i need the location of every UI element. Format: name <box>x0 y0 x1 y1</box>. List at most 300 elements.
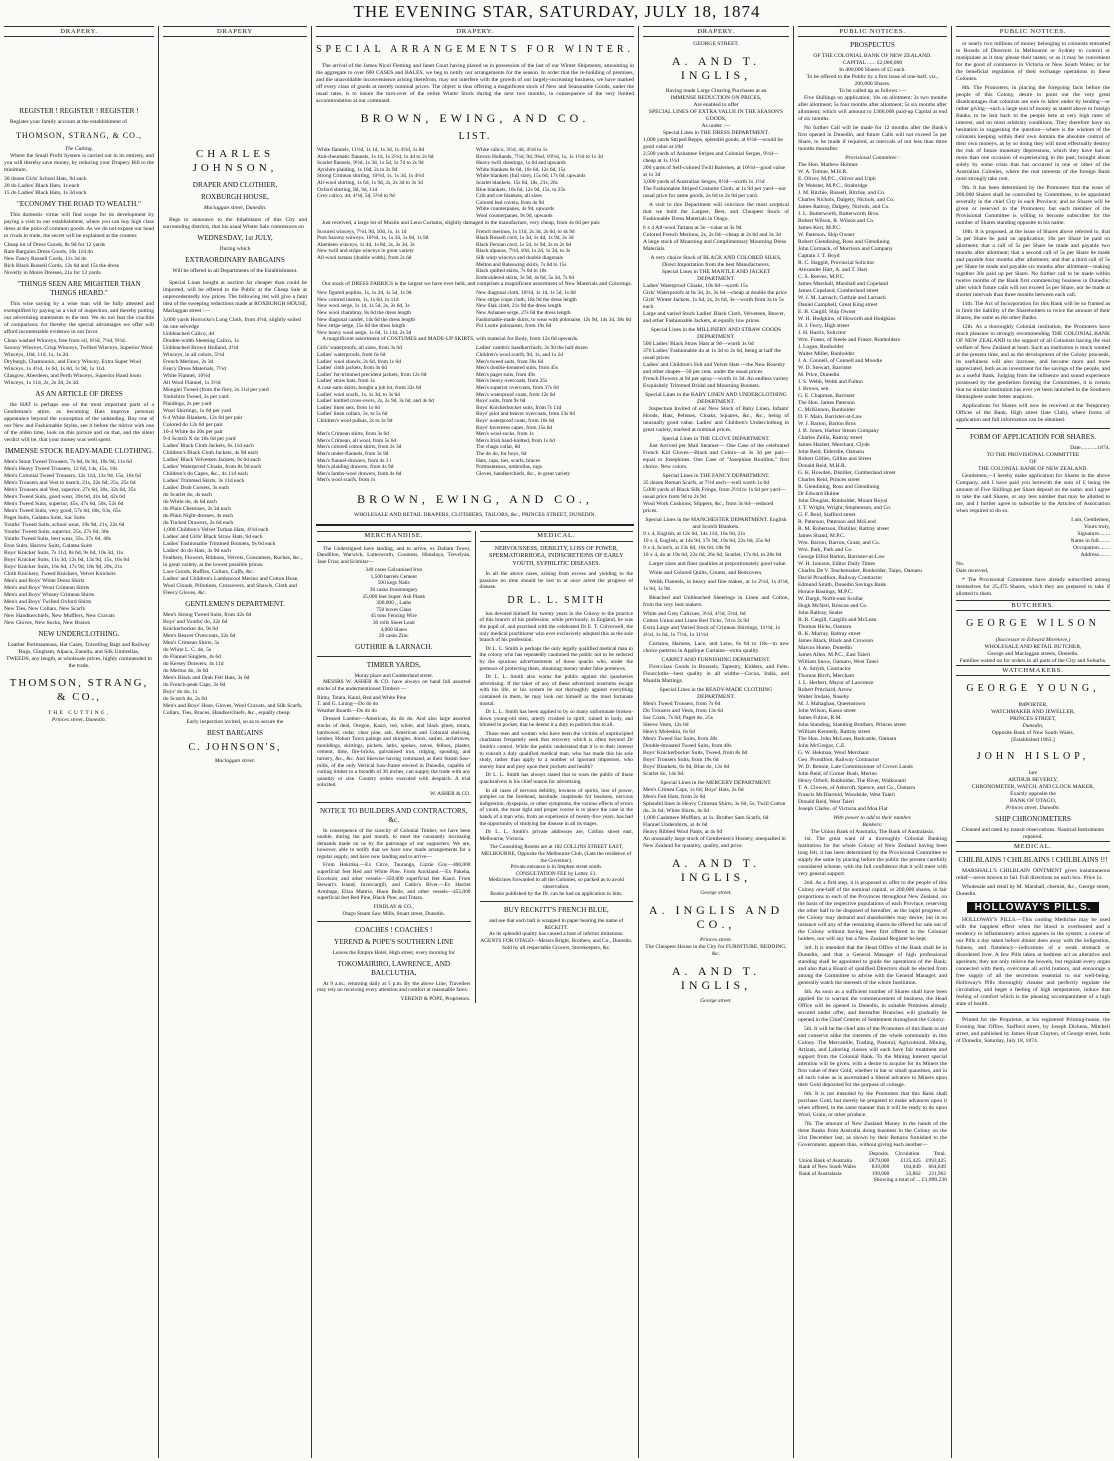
para-d: 10th. It is proposed, at the issue of Shares above referred to, that 5s per Share be paid on application; 10s per Share be paid on allotment; that a call of 5s per Share be made and payable two months after allotment; that a second call of 5s per Share be made and payable four months after allotment; and that a third call of 5s per Share be made and payable six months after allotment—making together 30s paid up per Share. No further call to be made within twelve months of the Bank first commencing business in Dunedin; after which future calls will not exceed 5s per Share, nor be made at shorter intervals than three months between each call. <box>956 229 1110 298</box>
list-line: Men's plaiding drawers, from 4s 9d <box>317 464 394 471</box>
list-line: Children's wool scarfs, 9d, 1s, and 1s 2d <box>476 352 563 359</box>
mercery-title: Special Lines in the MERCERY DEPARTMENT. <box>660 780 772 786</box>
list-line: 200 yards of Self-colored Twill Balernes, at 10½d—good value at 1s 3d <box>643 165 786 178</box>
list-line: Horace Bastings, M.P.C. <box>798 589 854 595</box>
list-right <box>475 345 634 431</box>
footer-street: Maclaggan street. <box>214 758 256 764</box>
called: To be called up as follows :— <box>838 88 907 94</box>
list-right <box>475 290 634 336</box>
merch-heading: MERCHANDISE. <box>317 531 471 542</box>
list-line: Men's double-breasted suits, from 45s <box>476 365 558 372</box>
list-line: Walter Iredale, Naseby <box>798 694 850 700</box>
list-line: Men's heavy overcoats, from 25s <box>476 378 548 385</box>
list-line: Address........ <box>1080 552 1110 558</box>
list-line: Splendid lines in Heavy Crimean Shirts, 3s 6d, 5s; Twill Cotton do, 2s 6d; White Shirts, 4s 6d <box>643 801 786 814</box>
list-line: Thomas Hicks, Oamaru <box>798 624 852 630</box>
list-line: Men's Crimean Shirts, 5s <box>163 640 220 646</box>
list-line: do Scarlet do, 4s each <box>163 492 212 498</box>
list-line: James Copeland, Cumberland street <box>798 288 879 294</box>
list-line: Ladies' cloth jackets, from 4s 6d <box>317 365 387 372</box>
list-line: Men's Tweed Suits, very good, 57s 6d, 60s, 63s, 65s <box>4 508 121 514</box>
list-line: New figured poplins, 1s, 1s 2d, 1s 5d, 1s 9d <box>317 290 412 297</box>
things-text: This wise saying by a wise man will be fully attested and exemplified by paying us a visit of inspection, and thereby putting our advertising statements to the test. We do not fear the crucible of comparison; for thereby the special advantages we offer will afford incontestable evidence in our favor. <box>4 301 154 335</box>
list-line: Colored do 12s 6d per pair <box>163 422 223 428</box>
list-line: John Reid, Elderslie, Oamaru <box>798 449 865 455</box>
list-line: Glasgow, Aberdeen, and Perth Winceys, Superior Hand loom Winceys, 1s 11d, 2s, 2s 2d, 2s 3d. <box>4 373 141 386</box>
merch-items <box>317 567 471 640</box>
list-line: Scarlet do, 14s 6d. <box>643 771 685 777</box>
list-line: Winceys, in all colors, 5½d <box>163 352 225 358</box>
list-title: LIST. <box>458 131 492 142</box>
coaches-destinations: TOKOMAIRIRO, LAWRENCE, AND BALCLUTHA, <box>337 959 451 977</box>
list-line: James Rattray, Dalgety, Nichols, and Co. <box>798 204 890 210</box>
list-line: Novelty in Moire Dresses, 21s for 12 yards <box>4 270 101 276</box>
list-line: Yorkshire Tweed, 2s per yard <box>163 394 229 400</box>
printed-by: Printed for the Proprietor, at his registered Printing-house, the Evening Star Office, Stafford street, by Joseph Dickens, Mitchell street, and published by James Hyatt Clayton, of George street, both of Dunedin, Saturday, July 18, 1874. <box>956 1017 1110 1044</box>
list-line: R. R. Cargill, Cargills and McLean <box>798 617 877 623</box>
table-header: Deposits. <box>869 1151 890 1157</box>
list-line: C. McKinnon, Runholder <box>798 407 856 413</box>
list-line: Boys' Knicker Suits, 16s 6d, 17s 9d, 18s 9d, 20s, 21s <box>4 564 123 570</box>
list-line: 45 tons Fencing Wire <box>370 613 417 620</box>
footer-name: C. JOHNSON'S, <box>188 742 282 753</box>
baby-title: Special Lines in the BABY LINEN AND UNDERCLOTHING DEPARTMENT. <box>645 392 787 405</box>
large-sizes: Larger sizes and finer qualities at proportionately good value. <box>649 561 787 567</box>
list-line: Do Trousers and Vests, from 13s 6d <box>643 708 723 714</box>
list-line: No. <box>956 561 965 567</box>
smith-title: DR L. L. SMITH <box>507 594 606 606</box>
holloway-badge: HOLLOWAY'S PILLS. <box>967 902 1100 913</box>
para-3: 3rd. It is intended that the Head Office of the Bank shall be in Dunedin, and that a General Manager of high professional standing shall be appointed to guide the operations of the Bank; and also that a Board of qualified Directors shall be elected from among the Committee to advise with the General Manager, and generally watch the interests of the whole Institution. <box>798 945 947 986</box>
list-line: Men's tweed suits, from 36s 6d <box>476 358 544 365</box>
intro: Having made Large Clearing Purchases at an <box>665 88 767 94</box>
list-line: T. A. Clowes, of Ashcroft, Spence, and Co., Oamaru <box>798 785 916 791</box>
form-date: Date............1874. <box>1070 445 1110 451</box>
list-line: David Proudfoot, Railway Contractor <box>798 575 883 581</box>
list-line: Robert Wilson, R. Wilson and Co. <box>798 218 875 224</box>
list-line: New Handkerchiefs, New Mufflers, New Cravats <box>4 613 115 619</box>
list-line: Robert Pritchard, Arrow <box>798 687 853 693</box>
form-title: FORM OF APPLICATION FOR SHARES. <box>969 433 1096 441</box>
list-line: Men's Crimean, all wool, from 5s 6d <box>317 437 397 444</box>
smith-paragraphs <box>480 611 634 843</box>
list-line: The do do, for boys, 6d <box>476 450 527 457</box>
special-text: Special Lines bought at auction far cheaper than could be imported, will be offered to the Public at the Cheap Sale at unprecedentedly low prices. The following list will give a faint idea of the sweeping reductions made at ROXBURGH HOUSE, Maclaggan street :— <box>163 280 308 314</box>
guthrie: GUTHRIE & LARNACH. <box>355 642 433 651</box>
stock-title: IMMENSE STOCK READY-MADE CLOTHING. <box>4 447 153 455</box>
list-line: do French-peak Caps, 2s 6d <box>163 682 226 688</box>
table-cell: £993,425 <box>925 1157 946 1164</box>
list-line: Date received, <box>956 568 989 574</box>
list-line: Hats, caps, ties, scarfs, braces <box>476 457 541 464</box>
list-line: John McGregor, C.E. <box>798 743 846 749</box>
paragraph: Dr L. L. Smith is perhaps the only legally qualified medical man in the colony who has repeatedly cautioned the public not to be seduced by the spurious advertisements of those quacks who, under the pretence of protecting them, obtaining money under false pretences. <box>479 645 633 672</box>
list-line: John Rattray, Sealer <box>798 610 843 616</box>
paragraph: In all cases of nervous debility, lowness of spirits, loss of power, pimples on the forehead, lassitude, inaptitude for business, nervous indigestion, dyspepsia, or other symptoms, the various effects of errors of youth, the most tight and proper course is to place the case in the hands of a man who, from an experience of twenty-five years, has had the opportunity of studying the disease in all its stages. <box>479 787 633 827</box>
list-line: Men's Felt Hats, from 2s 6d <box>643 794 706 800</box>
list-line: Aberdeen winceys, 1s 4d, 1s 8d, 2s, 2s 3d, 3s <box>317 241 415 248</box>
list-line: White calico, 3½d, 4d, 4½d to 1s <box>476 147 548 153</box>
list-line: New Fancy Russell Cords, 11s 3d do <box>4 256 87 262</box>
list-line: Ladies' cambric handkerchiefs, 2s 9d the half dozen <box>476 345 588 352</box>
findlay: FINDLAY & CO., <box>373 904 414 911</box>
ready-list <box>643 701 789 778</box>
glove-title: Special Lines in THE GLOVE DEPARTMENT. <box>662 436 770 442</box>
list-line: Ladies' Waterproof Cloaks, from 8s 9d each <box>163 464 262 470</box>
curtains: Curtains, Harness, Lace, and Leno, 6s 6d to 18s—in new choice patterns in Applique Curtains—extra quality. <box>643 641 789 654</box>
list-line: New diagonal camlet, 14s 6d the dress length <box>317 316 415 323</box>
list-line: Sac Coats, 7s 6d; Paget do, 25s <box>643 715 713 721</box>
list-line: Girls' Waterproofs at 6s 3d, 2s, 2s 6d—cheap at double the price <box>643 290 787 296</box>
list-line: Scarlet flannels, 9½d, 1s 3d, 1s 5d, 1s 7d to 2s 9d <box>317 160 424 167</box>
sale-date: WEDNESDAY, 1st JULY, <box>197 234 273 242</box>
further-text: No further Call will be made for 12 months after the Bank's first opened in Dunedin, and future Calls will not exceed 5s per Share, to be made if required, at intervals of not less than three months thereafter. <box>798 125 947 152</box>
list-line: J. A. Smyth, Contractor <box>798 666 851 672</box>
list-line: 10 x 4, English, at 14s 9d, 17s 9d, 19s 6d, 22s 6d, 25s 6d <box>643 538 771 544</box>
list-line: Exquisitely Trimmed Bridal and Mourning Bonnets. <box>643 383 761 389</box>
glove-text: Just Arrived per Mail Steamer— One Case of the celebrated French Kid Gloves—Black and Colors—at 3s 3d per pair—equal to Josephines. One Case of "Josephine Rouillon," first choice. New colors. <box>643 443 789 470</box>
watchmakers-heading: WATCHMAKERS. <box>956 665 1110 676</box>
list-line: Men's Tweed Suits, superior, 45s, 47s 6d, 50s, 52s 6d <box>4 501 124 507</box>
list-line: 30 casks Ironmongery <box>369 587 418 594</box>
list-line: J. M. Ritchie, Russell, Ritchie, and Co. <box>798 190 886 196</box>
costumes-note: A magnificent assortment of COSTUMES and MADE-UP SKIRTS, with material for Body, from 12s 6d upwards. <box>322 336 579 343</box>
list-line: G. K. Howden, Distiller, Cumberland street <box>798 470 896 476</box>
list-line: G. W. Hekman, Wool Merchant <box>798 750 869 756</box>
mantle-title: Special Lines in THE MANTLE AND JACKET DEPARTMENT. <box>661 269 771 282</box>
list-line: Ladies' Waterproof Cloaks, 10s 6d—worth 15s <box>643 283 748 289</box>
list-table-4 <box>316 345 634 431</box>
list-line: Men's Crimean shirts, from 3s 6d <box>317 431 389 438</box>
list-line: Ladies' waterproofs, from 6s 6d <box>317 352 386 359</box>
list-line: Children's do Capes, &c., 4s 11d each <box>163 471 248 477</box>
list-line: 1,000 yards Striped Repps, splendid goods, at 6½d—would be good value at 10d <box>643 137 783 150</box>
para-4: 4th. As soon as a sufficient number of Shares shall have been applied for to warrant the commencement of business, the Head Office will be opened in Dunedin, in suitable Premises already secured under offer, and thereafter Branches will gradually be opened in the Chief Centres of Settlement throughout the Colony. <box>798 989 947 1023</box>
list-line: John Reid, of Corner Bush, Merino <box>798 771 878 777</box>
list-line: 6-4 White Blankets, 12s 6d per pair <box>163 415 243 421</box>
list-line: M. J. Mahaghan, Queenstown <box>798 701 866 707</box>
list-line: Large and varied Stock Ladies' Black Cloth, Velveteen, Beaver, and other Fashionable Jackets, at equally low prices. <box>643 311 786 324</box>
form-to: TO THE PROVISIONAL COMMITTEE <box>986 452 1080 458</box>
footer-2-sub: Princes street. <box>699 937 733 943</box>
list-line: Boys' do do, 1s <box>163 689 198 695</box>
list-line: Alexander Hart, A. and T. Hart <box>798 267 868 273</box>
list-line: Sleeve Vests, 12s 6d <box>643 722 689 728</box>
list-line: Daniel Campbell, Great King street <box>798 302 878 308</box>
list-line: do Scotch do, 2s 6d <box>163 696 207 702</box>
list-line: Youths' Tweed Suits, school wear, 19s 9d, 21s, 22s 6d <box>4 522 125 528</box>
immense: IMMENSE REDUCTION ON PRICES, <box>670 95 762 101</box>
list-line: 340 cases Galvanised Iron <box>365 567 423 574</box>
dress-title: Special Lines in THE DRESS DEPARTMENT. <box>662 130 770 136</box>
column-7 <box>951 26 1114 1458</box>
table-cell: 839,000 <box>871 1164 890 1171</box>
list-line: Ladies' linen sets, from 1s 6d <box>317 404 380 411</box>
footer-2: A. INGLIS AND CO., <box>648 903 784 931</box>
paragraph: Dr L. L. Smith's private addresses are, Collins street east, Melbourne, Victoria. <box>479 829 633 842</box>
hislop-late: late <box>1028 770 1038 776</box>
list-table-5 <box>316 431 634 484</box>
list-line: Robert Glendining, Ross and Glendining <box>798 239 890 245</box>
list-line: Dr Edward Hulme <box>798 491 840 497</box>
list-line: New heavy wool serge, 1s 6d, 1s 11d, 2s 3d <box>317 329 412 336</box>
list-line: Boys' pilot and beaver overcoats, from 13s 6d <box>476 411 575 418</box>
list-line: 6 x 4 All-wool Tartans at 3s—value at 3s 9d <box>643 225 742 231</box>
offered: Will be offered in all Departments of the Establishment. <box>172 268 298 274</box>
chilblains-text: MARSHALL'S CHILBLAIN OINTMENT gives instantaneous relief—never known to fail. Full directions on each box. Price 1s. <box>956 868 1110 881</box>
list-line: The chagu collar, 8d <box>476 444 521 451</box>
list-line: Double-width Sheeting Calico, 1s <box>163 338 239 344</box>
list-line: Walter Miller, Runholder <box>798 351 855 357</box>
para-g: Applications for Shares will now be received at the Temporary Offices of the Bank, High street (late Club), where forms of application and full information can be obtained. <box>956 403 1110 423</box>
list-line: New Ties, New Collars, New Scarfs <box>4 606 85 612</box>
list-line: E. B. Cargill, Ship Owner <box>798 309 856 315</box>
list-right <box>475 431 634 484</box>
list-line: Colored French Merinos, 2s, 2s 6d—cheap at 2s 6d and 3s 3d <box>643 232 781 238</box>
list-line: 500 kegs Nails <box>377 580 410 587</box>
ready-title: Special Lines in the READY-MADE CLOTHING DEPARTMENT. <box>659 687 773 700</box>
list-line: Boys' Knicker Suits, 7s 11d, 8s 6d, 9s 6d, 10s 3d, 11s <box>4 550 124 556</box>
list-line: 3,000 yards Horrocks's Long Cloth, from 4½d, slightly soiled on one selvedge <box>163 317 301 330</box>
called-text: Five Shillings on application; 10s on allotment; 2s two months after allotment; 5s four months after allotment; 5s six months after allotment; which will amount to £300,000 paid-up Capital at end of six months. <box>798 95 947 122</box>
ship-note: Cleaned and rated by transit observations. Nautical Instruments repaired. <box>962 827 1104 840</box>
manchester-title: Special Lines in the MANCHESTER DEPARTMENT. English and Scotch Blankets. <box>645 517 787 530</box>
bankers-label: Bankers: <box>862 822 883 828</box>
list-line: Robert Gillies, Gillies and Street <box>798 456 872 462</box>
list-right <box>475 147 634 220</box>
list-line: W. Paterson, Ship Owner <box>798 232 855 238</box>
list-line: 20 casks Zinc <box>378 633 409 640</box>
list-line: Dr Webster, M.P.C., Strabridge <box>798 183 868 189</box>
medical-heading: MEDICAL. <box>480 531 634 542</box>
list-line: Charles Zeilla, Rattray street <box>798 435 863 441</box>
list-line: Charles Nichols, Dalgety, Nichols, and Co. <box>798 197 895 203</box>
list-left <box>316 345 475 431</box>
bankers: The Union Bank of Australia, The Bank of Australasia. <box>810 829 935 835</box>
list-line: Rich Black Russell Cords, 12s 6d and 15s the dress <box>4 263 119 269</box>
list-line: 10-4 White do 20s per pair <box>163 429 224 435</box>
list-line: Black alpacas, 7½d, 10d, 1s 2d, 1s 3d, to 3s <box>476 248 571 255</box>
notice-text: In consequence of the scarcity of Colonial Timber, we have been unable, during the past month, to meet the constantly increasing demands made on us by the patronage of our supporters. We are, however, able to notify that we have now made arrangements for a regular supply, and have now landing and to arrive— <box>317 827 471 860</box>
young-trade: WATCHMAKER AND JEWELLER, <box>991 709 1075 715</box>
list-line: Men's wool scarfs, from 1s <box>317 477 376 484</box>
list-line: New wool serge, 1s 1d, 1s 5d, 2s, 2s 6d, 3s <box>317 303 410 310</box>
list-line: New colored lustres, 1s, 1s 6d, 1s 11d <box>317 296 399 303</box>
fancy-list <box>643 480 789 515</box>
list-line: Dryburgh, Chamounix, and Fancy Wincey, Extra Super Wool Winceys, 1s 4½d, 1s 6d, 1s 8d, 1s 9d, 1s 11d. <box>4 359 142 372</box>
list-line: do Plain Chemises, 2s 3d each <box>163 506 232 512</box>
list-line: John Douglas, Runholder, Mount Royal <box>798 498 888 504</box>
list-line: Edmund Smith, Dunedin Savings Bank <box>798 582 887 588</box>
coaches-heading: COACHES ! COACHES ! <box>355 926 433 935</box>
list-line: Men's colored cotton shirts, from 2s 3d <box>317 444 402 451</box>
para-b: 8th. The Promoters, in placing the foregoing facts before the people of this Colony, desire to point out the very great disadvantages that colonists are sure to labor under by lending—or rather giving—such a large sum of money as stated above to foreign Banks, to be lent back to the people here at very high rates of interest, and on most arbitrary conditions. They therefore have no hesitation in suggesting the question—where is the wisdom of the colonists keeping within their own domain the absolute control of their own moneys, as by so doing they will most effectually destroy the risk of future monetary depressions, which they have had as more than one occasion of experiencing in the past, brought about solely by some crisis that has occurred in one or other of the Australian Colonies, where the real interests of the foreign Bank most strongly take root. <box>956 85 1110 182</box>
chilblains-more: Wholesale and retail by M. Marshall, chemist, &c., George street, Dunedin. <box>956 884 1110 897</box>
list-line: do Kersey Drawers, 4s 11d <box>163 661 224 667</box>
list-line: 15 do Ladies' Black Hats, 1s 3d each <box>4 190 87 196</box>
timber-sub: Moray place and Cumberland street. <box>354 672 434 679</box>
footer-firm: BROWN, EWING, AND CO., <box>357 491 593 506</box>
rooms: The Consulting Rooms are at 182 COLLINS STREET EAST, MELBOURNE, Opposite the Melbourne Club, (Late the residence of the Governor). <box>481 844 632 864</box>
firm-sub: The Cutting, <box>65 146 93 152</box>
with-power: With power to add to their number. <box>833 815 912 821</box>
list-line: James Allen, M.P.C., East Taieri <box>798 652 871 658</box>
list-line: Flannel Undershirts, at 4s 6d <box>643 822 708 828</box>
list-line: Charles De V. Teschemaker, Runholder, Taipo, Oamaru <box>798 568 922 574</box>
list-line: Men's Beaver Overcoats, 32s 6d <box>163 633 236 639</box>
list-line: Ladies' fur-trimmed precident jackets, from 12s 6d <box>317 371 427 378</box>
column-6 <box>793 26 951 1458</box>
dress-more <box>643 225 789 253</box>
enabled: Are enabled to offer <box>693 102 739 108</box>
list-line: R. Paterson, Paterson and McLeod <box>798 519 876 525</box>
firm-name: BROWN, EWING, AND CO. <box>360 111 590 125</box>
books: Books published by the Dr. can be had on application to him. <box>490 890 623 897</box>
list-line: William Snow, Oamaru, West Taieri <box>798 659 879 665</box>
list-line: Boys' Knicker Suits, 11s 3d, 12s 6d, 13s 9d, 15s, 16s 6d <box>4 557 130 563</box>
advertiser-trade: DRAPER AND CLOTHIER, <box>192 181 278 189</box>
list-line: Rimu, Totara, Kauri, Red and White Pine <box>317 694 407 701</box>
extra-bargains: EXTRAORDINARY BARGAINS <box>185 256 285 264</box>
young-opposite: Opposite Bank of New South Wales. <box>991 730 1075 736</box>
table-cell: Union Bank of Australia <box>799 1157 852 1164</box>
list-line: Oxford shirting, 8d, 9d, 11d <box>317 186 378 193</box>
list-line: J. B. Jones, Harbor Steam Company <box>798 428 880 434</box>
list-right <box>475 229 634 282</box>
mercery-list <box>643 787 789 850</box>
list-line: Scoured winceys, 7½d, 9d, 10d, 1s, 1s 1d <box>317 228 407 235</box>
list-line: Men's Strong Tweed Suits, from 42s 6d <box>163 612 252 618</box>
dress-list <box>4 242 154 277</box>
list-line: Ladies' and Children's Lambswool Merino and Cotton Hose, Wool Clouds, Pillotines, Crossovers, and Shawls, Cloth and Fleecy Gloves, &c. <box>163 576 299 596</box>
list-line: J. H. Harris, Solicitor <box>798 330 846 336</box>
economy-title: "ECONOMY THE ROAD TO WEALTH." <box>17 200 141 208</box>
list-line: Men's and Boys' Twilled Oxford Shirts <box>4 599 92 605</box>
list-line: 20 do Ladies' Black Hats, 1s each <box>4 183 80 189</box>
list-line: W. Dargh, North-east Scullar <box>798 596 864 602</box>
list-line: J. L. Herbert, Mayor of Lawrence <box>798 680 874 686</box>
list-line: Marcus Hume, Dunedin <box>798 645 852 651</box>
list-line: Girls' waterproofs, all sizes, from 3s 6d <box>317 345 402 352</box>
list-line: do White L. C. do, 5s <box>163 647 212 653</box>
para-f: 12th. As a thoroughly Colonial institution, the Promoters have much pleasure in strongly recommending THE COLONIAL BANK OF NEW ZEALAND to the support of all Colonists having the real welfare of New Zealand at heart. Such an institution is much wanted at the present time, and as the development of the Colony proceeds, its usefulness will also increase, and become more and more appreciated, both as an investment for the savings of the people, and as a useful Bank. Judging from the influence and sound experience possessed by the gentlemen forming the Committees, it is certain that no similar institution has ever yet been launched in the Southern Hemisphere under better auspices. <box>956 324 1110 400</box>
table-cell: £125,425 <box>900 1157 921 1164</box>
list-line: 5,000 yards of Black Silk Fringe, from 2½d to 1s 6d per yard—usual price from 9d to 2s 9d <box>643 487 786 500</box>
list-line: Men's and Boys' Hose, Gloves, Wool Cravats, and Silk Scarfs, Collars, Ties, Braces, Handkerchiefs, &c., equally cheap. <box>163 703 303 716</box>
footer-sub: THE CUTTING, <box>47 710 111 716</box>
list-line: D. F. Main, Barrister-at-Law <box>798 414 863 420</box>
list-table-1 <box>316 147 634 220</box>
list-line: Men's under-flannels, from 3s 9d <box>317 450 389 457</box>
para-c: 9th. It has been determined by the Promoters that the issue of 200,000 Shares shall be controlled by Committees, to be appointed severally in the chief City in each Province; and no Shares will be given or reserved to the Promoters; but each member of the Provisional Committee is willing to become subscriber for the number of Shares standing opposite to his name. <box>956 185 1110 226</box>
best-bargains: BEST BARGAINS <box>207 729 263 737</box>
paragraph: Dr L. L. Smith has always stated that to warn the public of those quacksalvers is his chief reason for advertising. <box>479 772 633 786</box>
article-text: the HAT is perhaps one of the most important parts of a Gentleman's attire, as becoming Hats improve personal appearance beyond the conception of the unheeding. Buy one of our New and Fashionable Styles, see it before the mirror with one of the olden time, look on this picture and on that, and the silent verdict will be, that your money was well spent. <box>4 402 154 443</box>
list-line: Fashionable-made skirts, to wear with polonaise, 12s 9d, 14s 3d, 18s 6d <box>476 316 631 323</box>
young-sub: IMPORTER, <box>1018 702 1048 708</box>
list-line: 30 rolls Sheet Lead <box>372 620 415 627</box>
list-line: W. J. M. Larnach, Guthrie and Larnach <box>798 295 886 301</box>
list-line: James Marshall, Marshall and Copeland <box>798 281 888 287</box>
list-line: New wool chambray, 8s 6d the dress length <box>317 310 411 317</box>
list-line: New Slak cloth, 21s 9d the dress length <box>476 303 562 310</box>
para-2: 2nd. As a first step, it is proposed to offer to the people of this Colony one-half of the nominal capital, or 200,000 shares, in fair proportions to each of the Provinces throughout New Zealand, on the basis of the respective populations of each Province, reserving the other half to be disposed of hereafter, as the rapid progress of the Colony may demand and shareholders may desire; but in no instance will any of the remaining shares be offered for sale out of the Colony without having been first offered to the Colonial holders, nor will any but a New Zealand Register be kept. <box>798 880 947 942</box>
list-line: 1,500 barrels Cement <box>370 573 417 580</box>
list-line: Men's Heavy Tweed Trousers, 12 6d, 14s, 15s, 16s <box>4 466 118 472</box>
list-line: 376 Ladies' Fashionable do at 1s 3d to 2s 6d, being at half the usual prices <box>643 348 782 361</box>
column-heading: DRAPERY. <box>643 26 789 37</box>
para-1: 1st. The great want of a thoroughly Colonial Banking Institution for the whole Colony of New Zealand having been long felt, it has been determined by the Provisional Committee to supply the same by placing before the public the present carefully considered scheme, with the full confidence that it will meet with very general support. <box>798 836 947 877</box>
list-line: Colored bed covers, from 4s 9d <box>476 199 544 206</box>
list-line: J. Brown, sen. <box>798 386 830 392</box>
list-line: Cheap lot of Dress Goods, 8s 9d for 12 yards <box>4 242 105 248</box>
list-line: James Shand, M.P.C. <box>798 533 846 539</box>
list-line: Men's and Boys' Wool Crimean Shirts <box>4 585 90 591</box>
list-line: John Cormack, of Morrison and Company <box>798 246 893 252</box>
things-title: "THINGS SEEN ARE MIGHTIER THAN THINGS HEARD." <box>17 280 141 297</box>
column-5 <box>638 26 793 1458</box>
list-line: C. S. Reeves, M.P.C. <box>798 274 845 280</box>
list-line: 1,000 Children's Velvet Turban Hats, 4½d each <box>163 527 269 533</box>
column-heading: DRAPERY. <box>316 26 634 37</box>
notice-more: From Hokitika.—Ex Circe, Tauranga, Lizzie Guy—400,000 superficial feet Red and White Pine. From Auckland.—Ex Pakeha, Excelsior, and other vessels—350,000 superficial feet Kauri. From Stewart's Island, Invercargill, and Catlin's River.—Ex Harriet Armitage, Eliza Mattrie, Huon Belle, and other vessels—455,000 superficial feet Red Pine, Black Pine, and Totara. <box>317 862 471 902</box>
list-line: Ladies' Drab Corsets, 3s each <box>163 485 230 491</box>
footer-1: A. AND T. INGLIS, <box>671 856 761 884</box>
list-line: Scarlet blankets, 15s 6d, 18s, 21s, 26s <box>476 179 558 186</box>
table-row <box>798 1164 947 1171</box>
list-line: 500 Ladies' Black Straw Hats at 9d—worth 1s 6d <box>643 341 754 347</box>
list-line: New diagonal cloth, 10½d, 1s 1d, 1s 5d, 1s 8d <box>476 290 576 297</box>
list-line: Ladies' Black Cloth Jackets, 6s 11d each <box>163 443 254 449</box>
under-title: NEW UNDERCLOTHING. <box>38 630 120 638</box>
list-line: Men's superior overcoats, from 37s 6d <box>476 385 559 391</box>
list-line: Weather Boards—Do do do <box>317 707 377 714</box>
list-line: Men's Black and Drab Felt Hats, 3s 6d <box>163 675 250 681</box>
list-line: Men's lambs-wool drawers, from 4s 6d <box>317 470 402 477</box>
list-line: Men's wool socks, from 1s <box>476 431 534 438</box>
list-line: Wm. Barron, Barron, Grant, and Co. <box>798 540 881 546</box>
list-line: Anti-rheumatic flannels, 1s 1d, 1s 2½d, 1s 4d to 2s 6d <box>317 153 434 160</box>
list-line: Men's Tweed Trousers, from 7s 6d <box>643 701 721 707</box>
asher-text: MESSRS W. ASHER & CO. have always on hand full assorted stocks of the undermentioned Timbers — <box>317 679 471 692</box>
table-corner <box>798 1151 865 1158</box>
merch-column <box>316 531 475 1003</box>
footer-3: A. AND T. INGLIS, <box>671 964 761 992</box>
list-line: Mongiel Tweed (from the fire), 2s 11d per yard <box>163 387 269 393</box>
bank-title: OF THE COLONIAL BANK OF NEW ZEALAND. <box>813 53 932 59</box>
list-line: A large stock of Mourning and Complimentary Mourning Dress Materials. <box>643 239 787 252</box>
list-line: Ladies' straw hats, from 1s <box>317 378 375 385</box>
list-line: Francis McDiarmid, Woodside, West Taieri <box>798 792 895 798</box>
list-line: William Kennedy, Rattray street <box>798 729 871 735</box>
para-e: 11th. The Act of Incorporation for this Bank will be so framed as to limit the liability of the Shareholders to twice the amount of their Shares, the same as the other Banks. <box>956 301 1110 321</box>
wilson-sub: (Successor to Edward Morelove,) <box>995 637 1071 643</box>
footer-3-sub: George street. <box>700 998 732 1004</box>
list-line: White and Grey Calicoes, 3½d, 4½d, 5½d, 6d <box>643 611 746 617</box>
list-line: 30 dozen Girls' School Hats, 9d each <box>4 176 87 182</box>
list-line: New twill and stripe winceys in great variety <box>317 248 414 255</box>
intro: Where the Small Profit System is carried out in its entirety, and you will thereby save money, by reducing your Drapery Bill to the minimum. <box>4 153 154 173</box>
list-line: Boys' suits, from 9s 6d <box>476 398 526 405</box>
prospectus: PROSPECTUS <box>850 41 895 49</box>
capital: CAPITAL ...... £2,000,000 <box>842 60 903 66</box>
list-line: Cloth Knickers, Tweed Knickers, Velvet Knickers <box>4 571 116 577</box>
list-line: J. S. Webb, Webb and Fulton <box>798 379 863 385</box>
list-line: Joseph Clarke, of Victoria and Moa Flat <box>798 806 888 812</box>
list-line: Ladies' knitted cross-overs, 2s, 2s 9d, 3s 6d, and 4s 6d <box>317 398 434 405</box>
intro: Begs to announce to the Inhabitants of this City and surrounding districts, that his usual Winter Sale commences on <box>163 217 307 230</box>
hislop-bank: BANK OF OTAGO, <box>1009 798 1057 804</box>
